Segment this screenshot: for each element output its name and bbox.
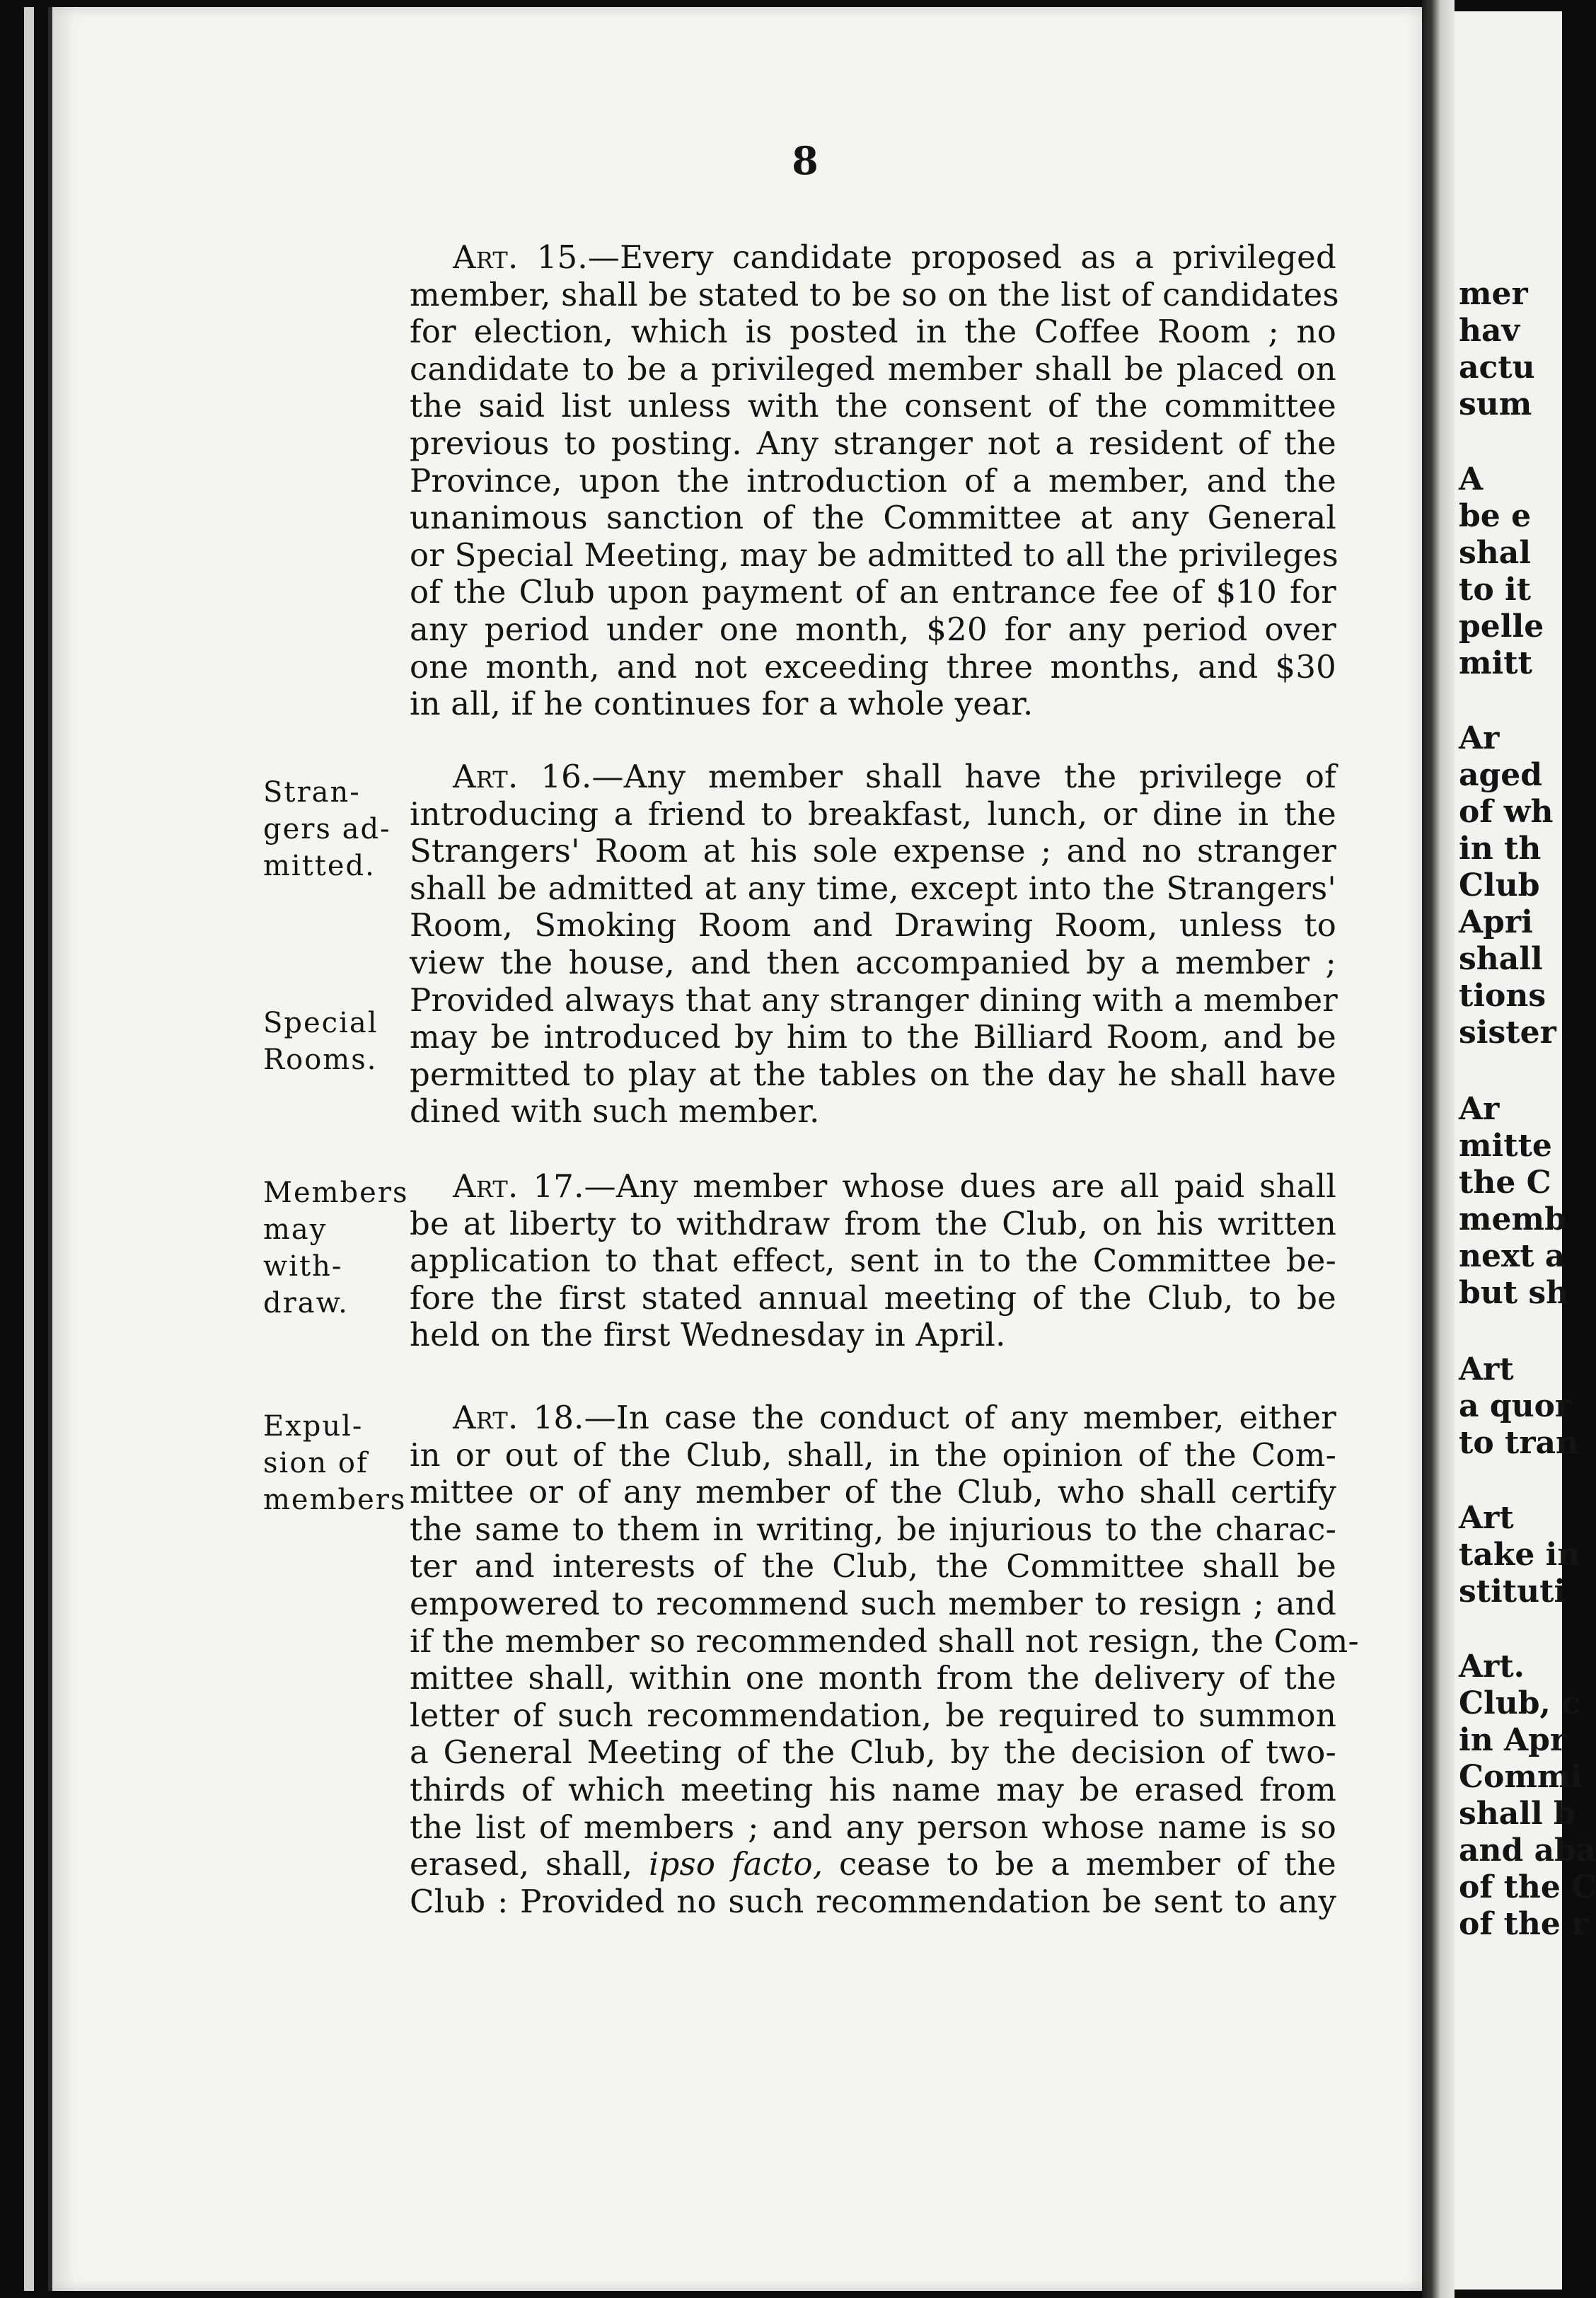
facing-page-fragment: a quor [1459,1388,1572,1424]
article-18-line: mittee shall, within one month from the delivery of the [410,1659,1336,1697]
book-gutter [1422,0,1455,2298]
facing-page-fragment: Commi [1459,1759,1583,1795]
article-label: Art. [453,1399,519,1436]
article-16-line: introducing a friend to breakfast, lunch, or dine in the [410,795,1336,833]
article-16-line: permitted to play at the tables on the day he shall have [410,1055,1336,1093]
article-15-line: unanimous sanction of the Committee at any General [410,499,1336,537]
article-18-line: letter of such recommendation, be required to summon [410,1696,1336,1734]
facing-page-fragment: actu [1459,350,1535,386]
margin-note-line: Rooms. [263,1044,378,1076]
facing-page-fragment: of the r [1459,1906,1588,1942]
article-18-line [410,1846,1336,1883]
article-15-line: any period under one month, $20 for any period over [410,611,1336,648]
facing-page-fragment: take in [1459,1537,1580,1573]
margin-note-line: members [263,1484,407,1516]
article-16-line: view the house, and then accompanied by a member ; [410,944,1336,981]
article-first-line-text: 16.—Any member shall have the privilege of [518,758,1336,795]
facing-page-fragment: stituti [1459,1574,1566,1610]
article-18-line: thirds of which meeting his name may be erased from [410,1771,1336,1808]
article-18-line: if the member so recommended shall not resign, the Com- [410,1622,1359,1660]
facing-page-fragment: Club, c [1459,1685,1580,1721]
facing-page-fragment: shall b [1459,1796,1575,1832]
facing-page-fragment: Apri [1459,904,1533,940]
article-18-line [453,1399,1336,1436]
facing-page-fragment: but sh [1459,1275,1569,1311]
article-15-line: the said list unless with the consent of the committee [410,387,1336,425]
article-17-line: held on the first Wednesday in April. [410,1316,1006,1354]
article-15-line: for election, which is posted in the Coffee Room ; no [410,313,1336,351]
article-17-line: application to that effect, sent in to the Committee be- [410,1242,1336,1280]
article-first-line-text: 18.—In case the conduct of any member, either [518,1399,1336,1436]
facing-page-fragment: in Apr [1459,1722,1567,1758]
article-15-line: Province, upon the introduction of a member, and the [410,461,1336,500]
article-18-line: the same to them in writing, be injurious to the charac- [410,1510,1336,1548]
margin-note-line: Members [263,1177,409,1209]
margin-note-line: Stran- [263,776,361,809]
margin-note-line: with- [263,1250,343,1283]
article-18-line: in or out of the Club, shall, in the opinion of the Com- [410,1436,1336,1474]
facing-page-fragment: of the C [1459,1869,1596,1905]
facing-page-edge [1455,11,1596,2290]
facing-page-fragment: A [1459,461,1484,497]
article-17-line [453,1168,1336,1205]
margin-note-line: sion of [263,1447,369,1479]
line-part: erased, shall, [410,1845,649,1883]
article-15-line: in all, if he continues for a whole year. [410,685,1034,723]
facing-page-fragment: in th [1459,831,1542,867]
facing-page-fragment: Art [1459,1500,1514,1536]
article-16-line: Room, Smoking Room and Drawing Room, unless to [410,906,1336,945]
margin-note-line: draw. [263,1287,349,1320]
article-label: Art. [453,758,519,795]
article-18-line: empowered to recommend such member to resign ; and [410,1585,1336,1622]
article-17-line: be at liberty to withdraw from the Club, on his written [410,1204,1336,1242]
facing-page-fragment: be e [1459,498,1532,534]
article-16-line [453,758,1336,795]
facing-page-fragment: sum [1459,386,1532,422]
article-first-line-text: 17.—Any member whose dues are all paid shall [518,1167,1336,1205]
article-15-line: candidate to be a privileged member shall be placed on [410,350,1336,388]
article-16-line: shall be admitted at any time, except into the Strangers' [410,869,1336,907]
margin-note-line: Special [263,1007,378,1039]
article-15-line: previous to posting. Any stranger not a resident of the [410,425,1336,462]
facing-page-fragment: to it [1459,572,1532,608]
facing-page-fragment: hav [1459,313,1520,349]
facing-page-fragment: and aba [1459,1832,1596,1869]
article-18-line: mittee or of any member of the Club, who shall certify [410,1473,1336,1511]
margin-note-line: mitted. [263,850,376,882]
facing-page-fragment: next a [1459,1238,1566,1274]
article-16-line: Strangers' Room at his sole expense ; and no stranger [410,832,1336,870]
line-part: cease to be a member of the [823,1845,1337,1883]
facing-page-fragment: memb [1459,1201,1566,1237]
facing-page-fragment: tions [1459,978,1546,1014]
article-18-line: Club : Provided no such recommendation be sent to any [410,1882,1336,1920]
page-number: 8 [792,138,819,183]
article-15-line: of the Club upon payment of an entrance fee of $10 for [410,573,1336,611]
article-18-line: a General Meeting of the Club, by the decision of two- [410,1733,1336,1772]
facing-page-fragment: shal [1459,535,1531,571]
facing-page-fragment: shall [1459,941,1543,977]
article-15-line: one month, and not exceeding three months, and $30 [410,647,1336,686]
facing-page-fragment: Art. [1459,1649,1525,1685]
article-15-line: member, shall be stated to be so on the list of candidates [410,275,1339,313]
facing-page-fragment: mer [1459,276,1528,312]
article-16-line: dined with such member. [410,1092,820,1131]
facing-page-fragment: Club [1459,867,1540,903]
margin-note-line: Expul- [263,1410,364,1443]
article-15-line [453,239,1336,276]
facing-page-fragment: pelle [1459,608,1544,645]
article-label: Art. [453,1167,519,1205]
italic-phrase: ipso facto, [648,1845,823,1883]
article-16-line: Provided always that any stranger dining with a member [410,981,1338,1019]
facing-page-fragment: the C [1459,1165,1551,1201]
article-17-line: fore the first stated annual meeting of the Club, to be [410,1278,1336,1317]
article-15-line: or Special Meeting, may be admitted to all the privileges [410,536,1338,574]
facing-page-fragment: sister [1459,1015,1556,1051]
facing-page-fragment: of wh [1459,794,1554,830]
facing-page-fragment: Ar [1459,1091,1500,1127]
article-label: Art. [453,238,519,276]
facing-page-fragment: to tran [1459,1425,1578,1461]
facing-page-fragment: Ar [1459,720,1500,756]
margin-note-line: may [263,1213,328,1246]
article-18-line: the list of members ; and any person whose name is so [410,1808,1336,1846]
facing-page-fragment: aged [1459,757,1543,793]
facing-page-fragment: mitte [1459,1128,1552,1164]
margin-note-line: gers ad- [263,813,391,845]
article-18-line: ter and interests of the Club, the Committee shall be [410,1547,1336,1586]
article-first-line-text: 15.—Every candidate proposed as a privileged [518,238,1336,276]
facing-page-fragment: mitt [1459,645,1532,681]
article-16-line: may be introduced by him to the Billiard Room, and be [410,1018,1336,1056]
facing-page-fragment: Art [1459,1351,1514,1387]
